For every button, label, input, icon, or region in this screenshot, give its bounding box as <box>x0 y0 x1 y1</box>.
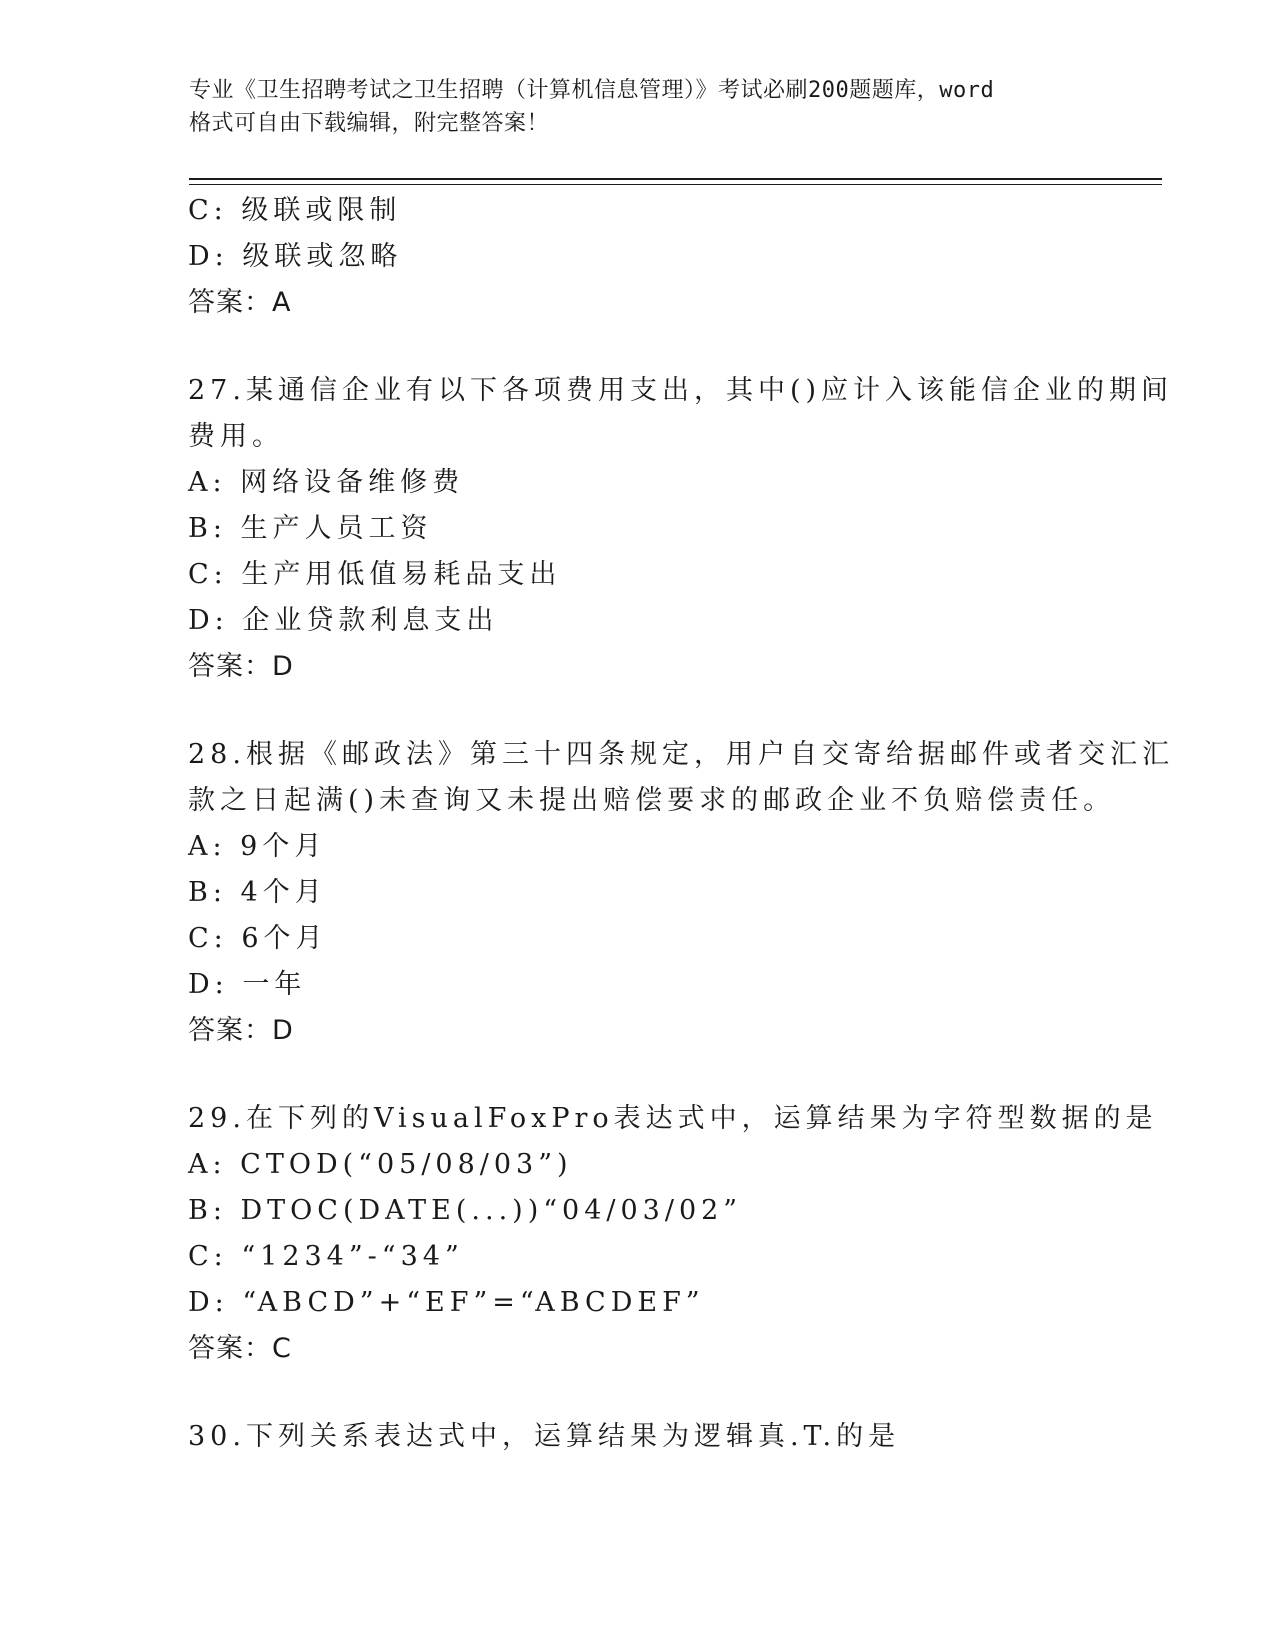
header-divider-thick <box>189 178 1162 180</box>
header-line-1: 专业《卫生招聘考试之卫生招聘（计算机信息管理）》考试必刷200题题库，word <box>189 78 995 103</box>
question-stem-continued: 费用。 <box>188 421 284 452</box>
question-block-26-continued <box>188 188 1088 326</box>
question-block-29 <box>188 1096 1158 1372</box>
option-b: B: DTOC(DATE(...))“04/03/02” <box>188 1195 743 1226</box>
option-b: B: 4个月 <box>188 877 327 908</box>
option-c: C: 6个月 <box>188 923 328 954</box>
question-list <box>188 188 1174 1460</box>
option-c: C: 级联或限制 <box>188 195 402 226</box>
option-a: A: 网络设备维修费 <box>188 467 465 498</box>
header-divider-thin <box>189 184 1162 185</box>
question-stem-continued: 款之日起满()未查询又未提出赔偿要求的邮政企业不负赔偿责任。 <box>188 785 1116 816</box>
question-stem: 29.在下列的VisualFoxPro表达式中，运算结果为字符型数据的是 <box>188 1103 1158 1134</box>
option-b: B: 生产人员工资 <box>188 513 433 544</box>
option-c: C: “1234”-“34” <box>188 1241 464 1272</box>
question-stem: 27.某通信企业有以下各项费用支出，其中()应计入该能信企业的期间 <box>188 375 1174 406</box>
option-c: C: 生产用低值易耗品支出 <box>188 559 562 590</box>
question-stem: 28.根据《邮政法》第三十四条规定，用户自交寄给据邮件或者交汇汇 <box>188 739 1174 770</box>
header-line-2: 格式可自由下载编辑，附完整答案！ <box>189 111 550 136</box>
answer-label: 答案：C <box>188 1333 292 1364</box>
option-d: D: 一年 <box>188 969 307 1000</box>
document-header <box>189 74 1089 140</box>
answer-label: 答案：D <box>188 651 294 682</box>
option-d: D: 企业贷款利息支出 <box>188 605 499 636</box>
option-a: A: 9个月 <box>188 831 327 862</box>
question-stem: 30.下列关系表达式中，运算结果为逻辑真.T.的是 <box>188 1421 901 1452</box>
answer-label: 答案：D <box>188 1015 294 1046</box>
question-block-28 <box>188 732 1174 1054</box>
answer-label: 答案：A <box>188 287 292 318</box>
question-block-27 <box>188 368 1174 690</box>
option-d: D: 级联或忽略 <box>188 241 403 272</box>
question-block-30 <box>188 1414 1088 1460</box>
option-d: D: “ABCD”+“EF”=“ABCDEF” <box>188 1287 705 1318</box>
option-a: A: CTOD(“05/08/03”) <box>188 1149 573 1180</box>
